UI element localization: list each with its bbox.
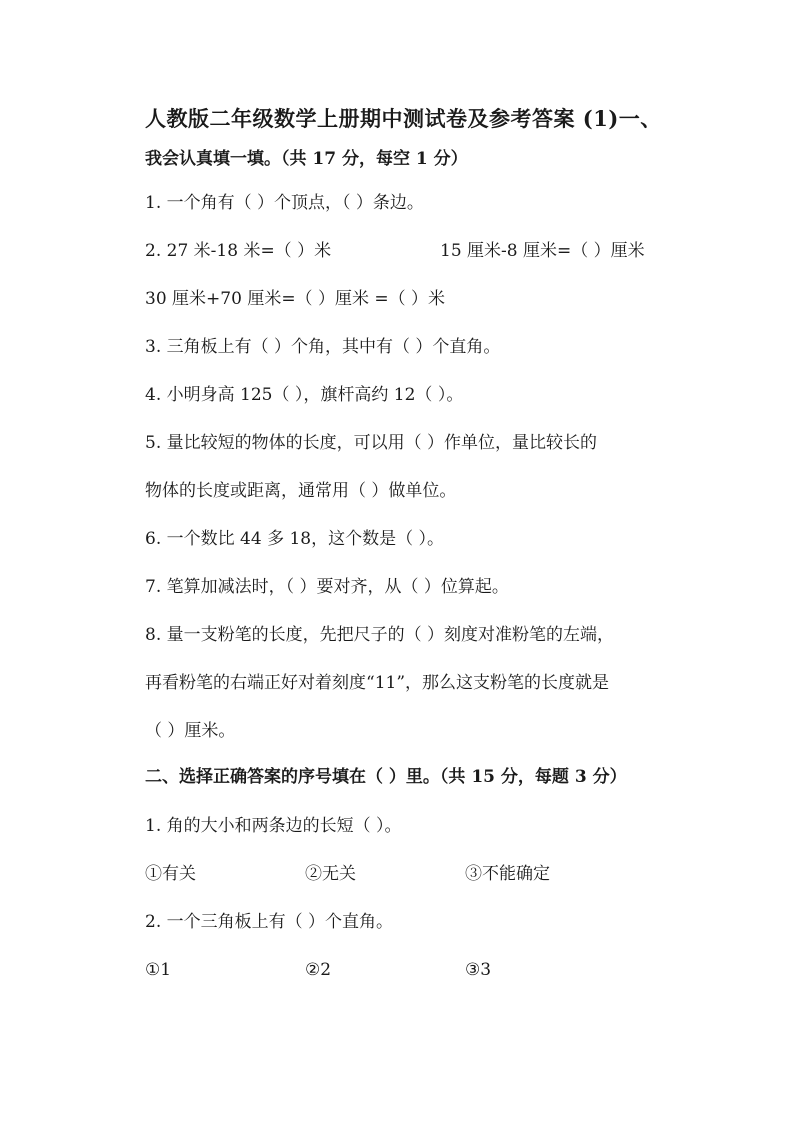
- question-2-2-option-2: ②2: [305, 960, 332, 980]
- question-2-1-option-3: ③不能确定: [465, 864, 550, 884]
- question-1-2b: 15 厘米-8 厘米=（ ）厘米: [440, 241, 645, 261]
- question-1-4: 4. 小明身高 125（ ），旗杆高约 12（ ）。: [145, 385, 464, 405]
- question-1-2c: 30 厘米+70 厘米=（ ）厘米 =（ ）米: [145, 289, 446, 309]
- section2-heading: 二、选择正确答案的序号填在（ ）里。（共 15 分，每题 3 分）: [145, 767, 627, 787]
- question-2-2-option-1: ①1: [145, 960, 172, 980]
- question-1-6: 6. 一个数比 44 多 18，这个数是（ ）。: [145, 529, 445, 549]
- question-1-5b: 物体的长度或距离，通常用（ ）做单位。: [145, 481, 457, 501]
- question-1-3: 3. 三角板上有（ ）个角，其中有（ ）个直角。: [145, 337, 501, 357]
- question-2-1-option-2: ②无关: [305, 864, 356, 884]
- question-2-1: 1. 角的大小和两条边的长短（ ）。: [145, 816, 402, 836]
- question-1-8b: 再看粉笔的右端正好对着刻度“11”，那么这支粉笔的长度就是: [145, 673, 610, 693]
- exam-page: [145, 0, 745, 1123]
- section1-heading: 我会认真填一填。（共 17 分，每空 1 分）: [145, 149, 468, 169]
- exam-title: 人教版二年级数学上册期中测试卷及参考答案 (1)一、: [145, 106, 662, 131]
- question-2-2: 2. 一个三角板上有（ ）个直角。: [145, 912, 394, 932]
- question-1-7: 7. 笔算加减法时，（ ）要对齐，从（ ）位算起。: [145, 577, 509, 597]
- question-1-5a: 5. 量比较短的物体的长度，可以用（ ）作单位，量比较长的: [145, 433, 598, 453]
- question-2-2-option-3: ③3: [465, 960, 492, 980]
- question-2-1-option-1: ①有关: [145, 864, 196, 884]
- question-1-8c: （ ）厘米。: [145, 721, 236, 741]
- question-1-8a: 8. 量一支粉笔的长度，先把尺子的（ ）刻度对准粉笔的左端，: [145, 625, 615, 645]
- question-1-1: 1. 一个角有（ ）个顶点，（ ）条边。: [145, 193, 424, 213]
- question-1-2a: 2. 27 米-18 米=（ ）米: [145, 241, 332, 261]
